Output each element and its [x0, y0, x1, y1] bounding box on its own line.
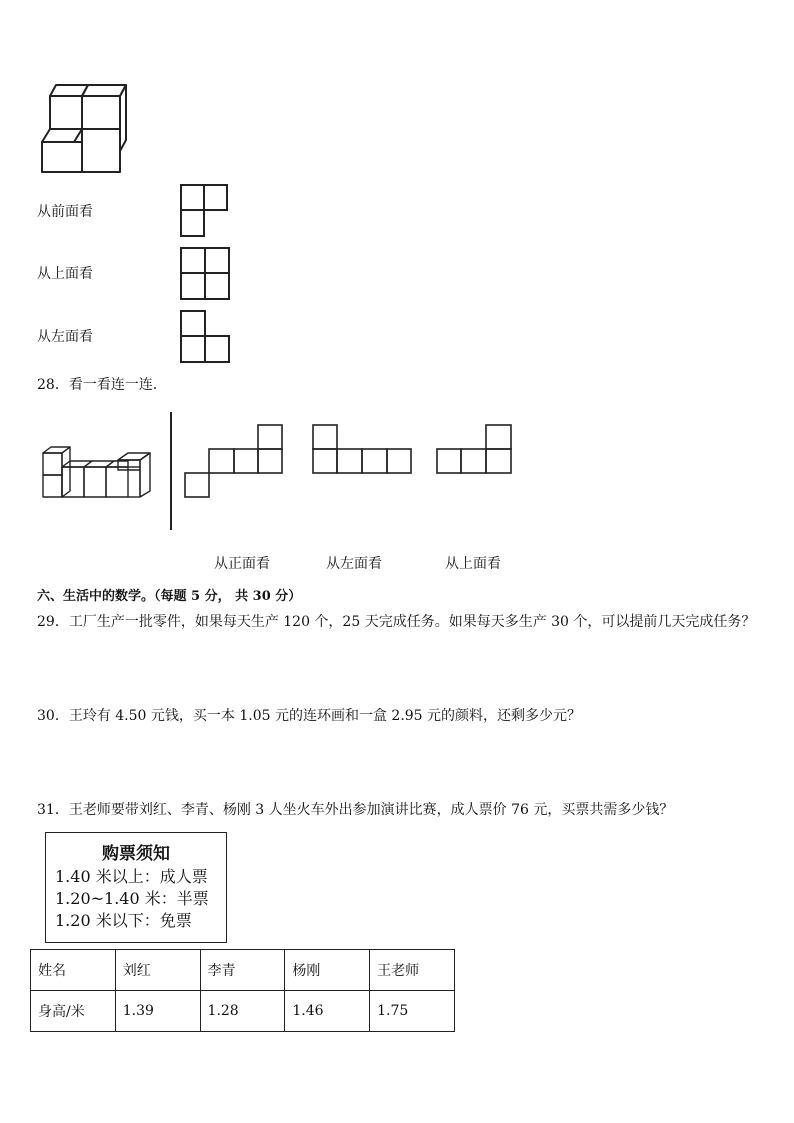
question-31-text: 31．王老师要带刘红、李青、杨刚 3 人坐火车外出参加演讲比赛，成人票价 76 元，买票共需多少钱？: [37, 802, 674, 818]
question-29-text: 29．工厂生产一批零件，如果每天生产 120 个，25 天完成任务。如果每天多生产 30 个，可以提前几天完成任务？: [37, 614, 756, 630]
question-28-title: 28．看一看连一连．: [37, 377, 167, 393]
left-view-grid: [180, 310, 232, 364]
q28-view-option-2: [312, 424, 416, 476]
top-view-grid: [180, 247, 232, 301]
table-cell: 1.39: [115, 991, 200, 1032]
q28-label-front: 从正面看: [214, 556, 270, 572]
table-header-cell: 刘红: [115, 950, 200, 991]
height-table: [30, 949, 455, 1032]
q28-view-option-1: [184, 424, 286, 500]
table-header-cell: 杨刚: [285, 950, 370, 991]
view-label-front: 从前面看: [37, 204, 93, 220]
table-cell: 1.46: [285, 991, 370, 1032]
table-header-cell: 王老师: [370, 950, 455, 991]
ticket-notice-line-1: 1.40 米以上：成人票: [55, 867, 208, 886]
ticket-notice-line-3: 1.20 米以下：免票: [55, 911, 192, 930]
table-row: [31, 991, 455, 1032]
view-label-top: 从上面看: [37, 266, 93, 282]
view-label-left: 从左面看: [37, 329, 93, 345]
q28-label-top: 从上面看: [445, 556, 501, 572]
ticket-notice-box: [45, 832, 227, 943]
ticket-notice-title: 购票须知: [102, 844, 170, 864]
question-30-text: 30．王玲有 4.50 元钱，买一本 1.05 元的连环画和一盒 2.95 元的颜料，还剩多少元？: [37, 708, 582, 724]
front-view-grid: [180, 184, 230, 238]
cube-stack-figure: [38, 80, 134, 176]
table-row: [31, 950, 455, 991]
table-header-cell: 李青: [200, 950, 285, 991]
q28-divider: [170, 412, 172, 530]
table-cell: 身高/米: [31, 991, 116, 1032]
table-cell: 1.28: [200, 991, 285, 1032]
table-header-cell: 姓名: [31, 950, 116, 991]
section-6-title: 六、生活中的数学。（每题 5 分， 共 30 分）: [37, 589, 302, 604]
q28-view-option-3: [436, 424, 516, 476]
q28-label-left: 从左面看: [326, 556, 382, 572]
table-cell: 1.75: [370, 991, 455, 1032]
ticket-notice-line-2: 1.20~1.40 米：半票: [55, 889, 209, 908]
q28-cube-solid: [40, 445, 156, 501]
